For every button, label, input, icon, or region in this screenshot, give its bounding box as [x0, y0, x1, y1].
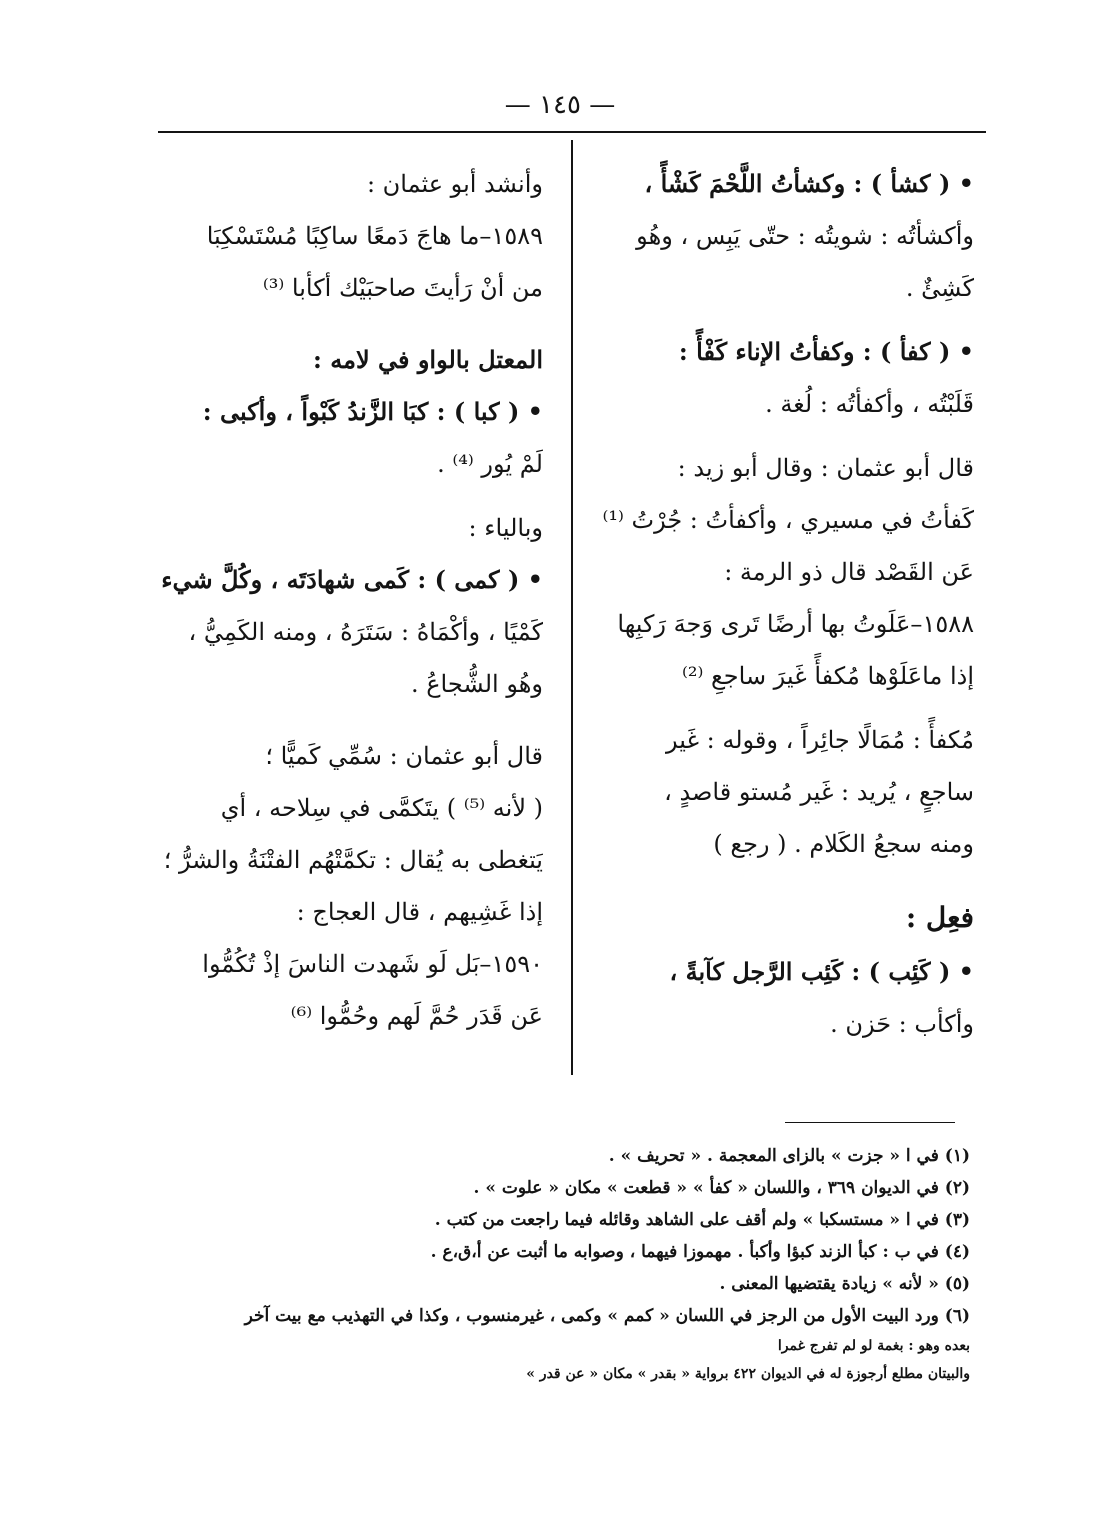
text-line: قال أبو عثمان : سُمِّي كَميًّا ؛: [265, 742, 543, 770]
footnote-rule: [785, 1122, 955, 1123]
entry-kaib: • ( كَئِب ) : كَئِب الرَّجل كآبةً ،: [669, 957, 974, 986]
footnote-6: (٦) ورد البيت الأول من الرجز في اللسان « كمم » وكمى ، غيرمنسوب ، وكذا في التهذيب مع بيت آخر: [244, 1306, 970, 1326]
text-line: إذا غَشِيهم ، قال العجاج :: [296, 898, 543, 926]
text-line: كَفأتُ في مسيري ، وأكفأتُ : جُرْتُ ⁽¹⁾: [602, 506, 974, 534]
text-line: يَتغطى به يُقال : تكمَّتْهُم الفتْنَةُ والشرُّ ؛: [163, 846, 543, 874]
left-column: [158, 158, 543, 1042]
entry-kasha: • ( كشأ ) : وكشأتُ اللَّحْمَ كَشْأً ،: [644, 169, 974, 198]
section-heading-fail: فعِل :: [905, 901, 974, 934]
header-rule: [158, 131, 986, 133]
footnote-3: (٣) في ا « مستسكبا » ولم أقف على الشاهد وقائله فيما راجعت من كتب .: [434, 1210, 970, 1230]
text-line: وأكأب : حَزن .: [830, 1010, 974, 1038]
text-line: ( لأنه ⁽⁵⁾ ) يتَكمَّى في سِلاحه ، أي: [220, 794, 543, 822]
footnote-4: (٤) في ب : كبأ الزند كبؤا وأكبأ . مهموزا فيهما ، وصوابه ما أثبت عن أ،ق،ع .: [430, 1242, 970, 1262]
verse-1590-b: عَن قَدَر حُمَّ لَهم وحُمُّوا ⁽⁶⁾: [290, 1002, 543, 1030]
text-line: كَمْيًا ، وأكْمَاهُ : سَتَرَهُ ، ومنه الكَمِيُّ ،: [188, 618, 543, 646]
text-line: كَشِئٌ .: [905, 274, 974, 302]
verse-1588-b: إذا ماعَلَوْها مُكفأً غَيرَ ساجعِ ⁽²⁾: [681, 662, 974, 690]
text-line: ساجعٍ ، يُريد : غَير مُستو قاصدٍ ،: [664, 778, 974, 806]
footnote-6-continued: والبيتان مطلع أرجوزة له في الديوان ٤٢٢ برواية « بقدر » مكان « عن قدر »: [526, 1366, 970, 1382]
footnote-1: (١) في ا « جزت » بالزاى المعجمة . « تحريف » .: [608, 1146, 970, 1166]
column-divider: [571, 140, 573, 1075]
verse-1588-a: ١٥٨٨–عَلَوتُ بها أرضًا تَرى وَجهَ رَكبِها: [617, 610, 974, 638]
verse-1589-a: ١٥٨٩–ما هاجَ دَمعًا ساكِبًا مُسْتَسْكِبَا: [206, 222, 543, 250]
footnote-5: (٥) « لأنه » زيادة يقتضيها المعنى .: [719, 1274, 970, 1294]
footnote-6-continued: بعده وهو : بغمة لو لم تفرج غمرا: [777, 1338, 970, 1354]
text-line: عَن القَصْد قال ذو الرمة :: [724, 558, 974, 586]
text-line: وأنشد أبو عثمان :: [366, 170, 543, 198]
entry-kaba: • ( كبا ) : كبَا الزَّندُ كَبْواً ، وأكبى :: [202, 397, 543, 426]
verse-1590-a: ١٥٩٠–بَل لَو شَهدت الناسَ إذْ تُكُمُّوا: [202, 950, 543, 978]
text-line: قَلَبْتُه ، وأكفأتُه : لُغة .: [765, 390, 974, 418]
entry-kama: • ( كمى ) : كَمى شهادَتَه ، وكُلَّ شيء: [161, 565, 543, 594]
text-line: وأكشأتُه : شويتُه : حتّى يَبِس ، وهُو: [636, 222, 974, 250]
text-line: ومنه سجعُ الكَلام . ( رجع ): [713, 830, 974, 858]
text-line: قال أبو عثمان : وقال أبو زيد :: [677, 454, 974, 482]
entry-kafa: • ( كفأ ) : وكفأتُ الإناء كَفْأً :: [678, 337, 974, 366]
subheading-bilya: وبالياء :: [468, 514, 543, 542]
section-heading-mutall: المعتل بالواو في لامه :: [313, 345, 543, 374]
right-column: [590, 158, 974, 1050]
footnotes: [150, 1140, 970, 1388]
text-line: مُكفأً : مُمَالًا جائِراً ، وقوله : غَير: [665, 726, 974, 754]
verse-1589-b: من أنْ رَأيتَ صاحبَيْك أكأبا ⁽³⁾: [262, 274, 543, 302]
text-line: لَمْ يُور ⁽⁴⁾ .: [437, 450, 543, 478]
footnote-2: (٢) في الديوان ٣٦٩ ، واللسان « كفأ » « قطعت » مكان « علوت » .: [473, 1178, 970, 1198]
page-number: — ١٤٥ —: [504, 90, 616, 120]
text-line: وهُو الشُّجاعُ .: [410, 670, 543, 698]
